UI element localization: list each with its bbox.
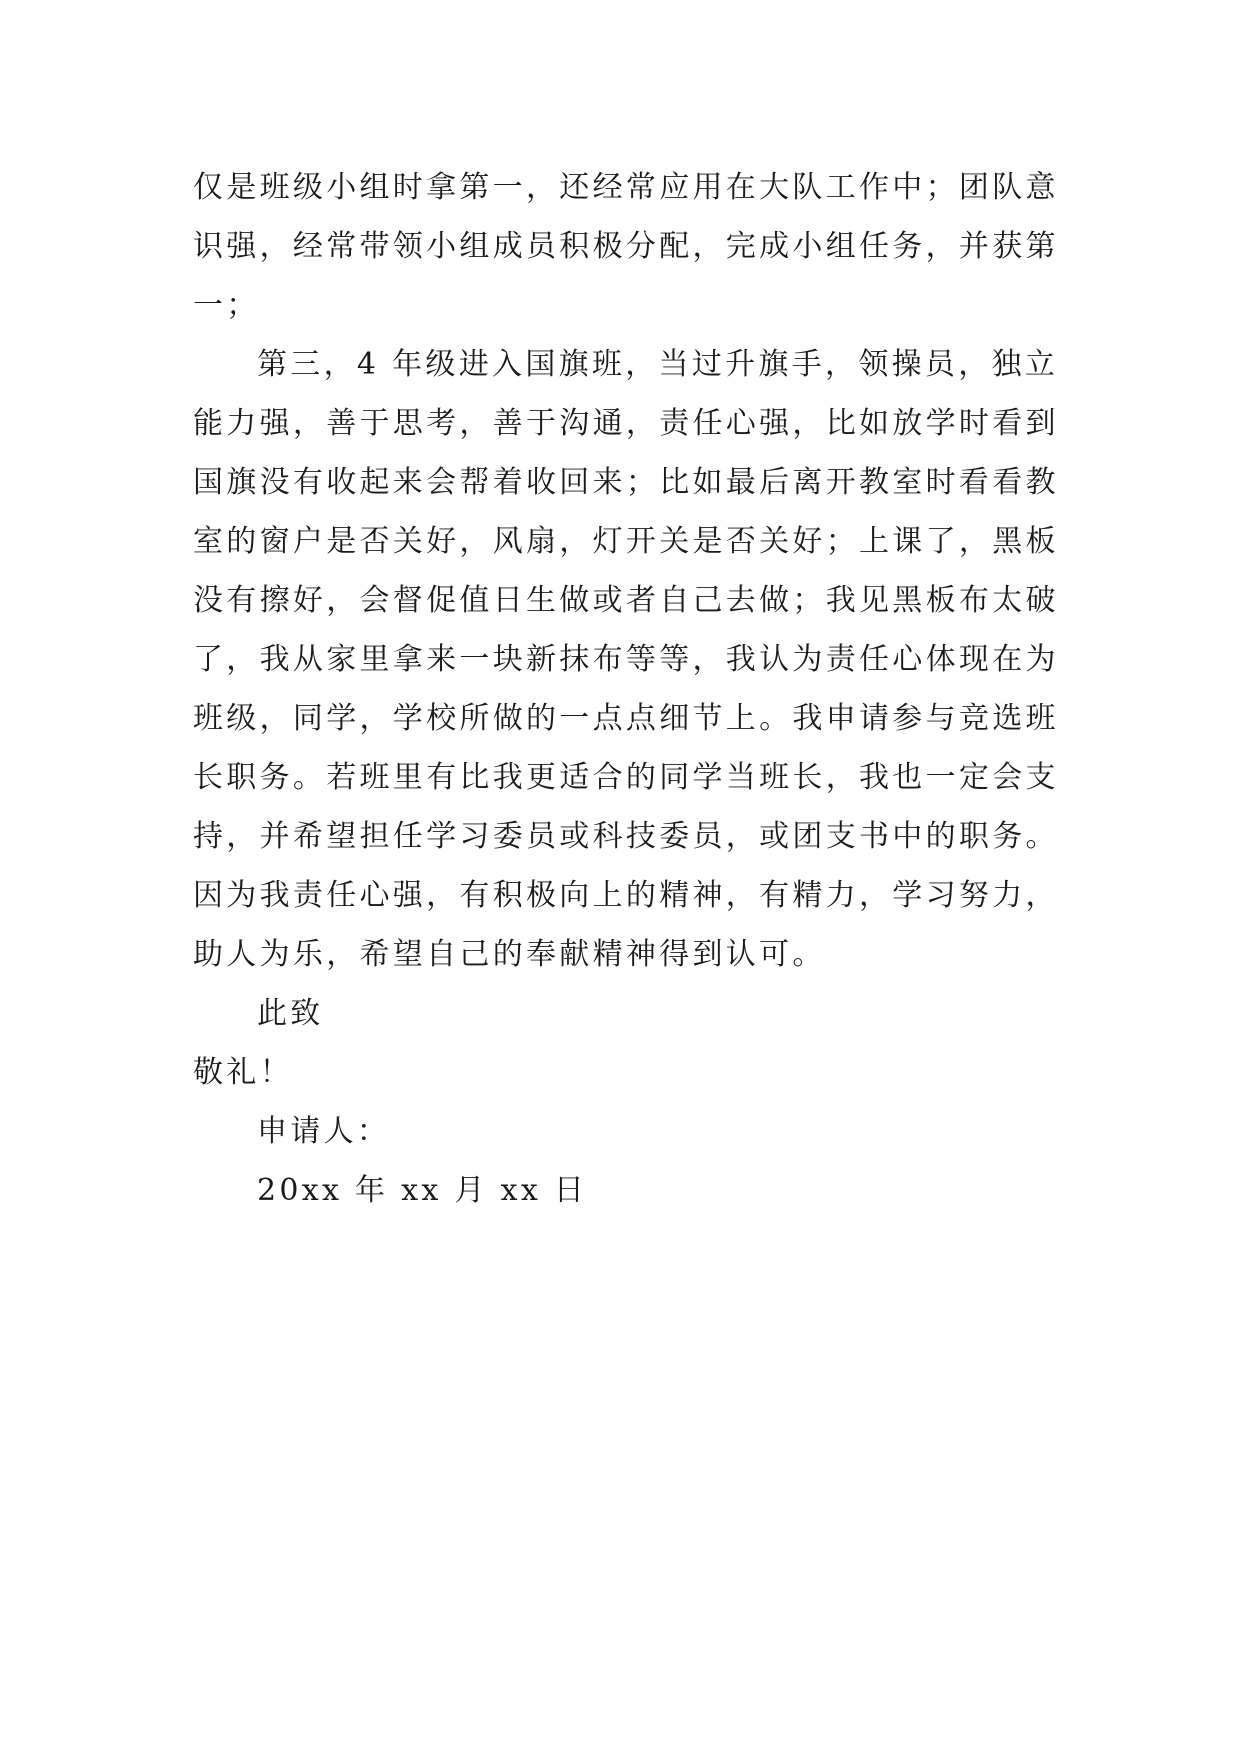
body-line: 能力强，善于思考，善于沟通，责任心强，比如放学时看到 — [193, 406, 1059, 441]
letter-body — [193, 158, 1059, 1220]
body-line: 班级，同学，学校所做的一点点细节上。我申请参与竞选班 — [193, 701, 1059, 736]
body-line: 室的窗户是否关好，风扇，灯开关是否关好；上课了，黑板 — [193, 524, 1059, 559]
applicant-label: 申请人： — [257, 1114, 391, 1149]
body-line: 长职务。若班里有比我更适合的同学当班长，我也一定会支 — [193, 760, 1059, 795]
body-line: 国旗没有收起来会帮着收回来；比如最后离开教室时看看教 — [193, 465, 1059, 500]
body-line: 了，我从家里拿来一块新抹布等等，我认为责任心体现在为 — [193, 642, 1059, 677]
salute: 敬礼！ — [193, 1055, 293, 1090]
body-line: 因为我责任心强，有积极向上的精神，有精力，学习努力， — [193, 878, 1059, 913]
closing-phrase: 此致 — [257, 996, 324, 1031]
body-line: 助人为乐，希望自己的奉献精神得到认可。 — [193, 937, 826, 972]
letter-date: 20xx 年 xx 月 xx 日 — [257, 1173, 588, 1208]
body-line: 没有擦好，会督促值日生做或者自己去做；我见黑板布太破 — [193, 583, 1059, 618]
paragraph-start-line: 第三，4 年级进入国旗班，当过升旗手，领操员，独立 — [257, 347, 1059, 382]
body-line: 一； — [193, 288, 260, 323]
body-line: 识强，经常带领小组成员积极分配，完成小组任务，并获第 — [193, 229, 1059, 264]
body-line: 仅是班级小组时拿第一，还经常应用在大队工作中；团队意 — [193, 170, 1059, 205]
body-line: 持，并希望担任学习委员或科技委员，或团支书中的职务。 — [193, 819, 1059, 854]
